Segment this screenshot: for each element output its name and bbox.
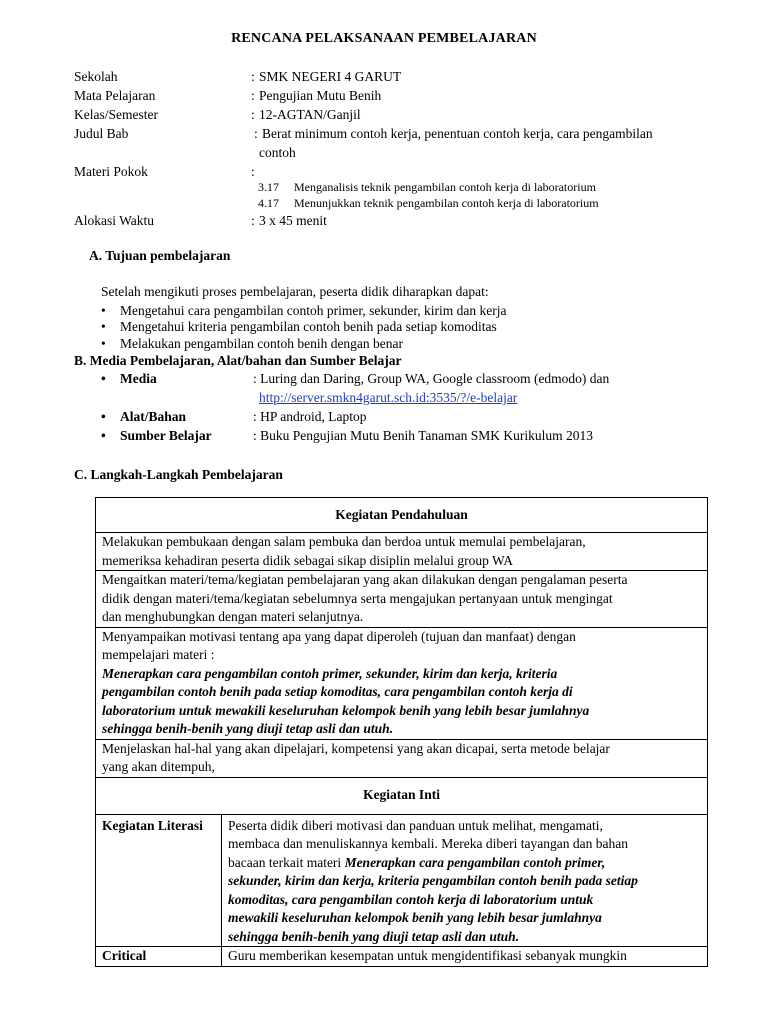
bullet-icon: • bbox=[101, 336, 106, 351]
section-a-heading: A. Tujuan pembelajaran bbox=[89, 248, 231, 263]
bullet-icon: • bbox=[101, 409, 106, 424]
inti-header: Kegiatan Inti bbox=[96, 777, 708, 814]
alat-label: Alat/Bahan bbox=[120, 409, 187, 424]
section-c-heading: C. Langkah-Langkah Pembelajaran bbox=[74, 467, 283, 482]
materi-item-2-text: Menunjukkan teknik pengambilan contoh kerja di laboratorium bbox=[294, 196, 599, 210]
media-label: Media bbox=[120, 371, 157, 386]
alat-value: : HP android, Laptop bbox=[253, 409, 367, 424]
table-row: Kegiatan Literasi Peserta didik diberi motivasi dan panduan untuk melihat, mengamati, membaca dan menuliskannya kembali. Mereka diberi tayangan dan bahan bacaan terkait materi Menerapkan cara pengambilan contoh primer, sekunder, kirim dan kerja, kriteria pengambilan contoh benih pada setiap komoditas, cara pengambilan contoh kerja di laboratorium untuk mewakili keseluruhan kelompok benih yang lebih besar jumlahnya sehingga benih-benih yang diuji tetap asli dan utuh. bbox=[96, 814, 708, 947]
colon: : bbox=[251, 69, 255, 84]
table-row: Menjelaskan hal-hal yang akan dipelajari, kompetensi yang akan dicapai, serta metode belajar yang akan ditempuh, bbox=[96, 739, 708, 777]
colon: : bbox=[254, 126, 258, 141]
sumber-value: : Buku Pengujian Mutu Benih Tanaman SMK Kurikulum 2013 bbox=[253, 428, 594, 443]
table-row: Critical Guru memberikan kesempatan untuk mengidentifikasi sebanyak mungkin bbox=[96, 947, 708, 967]
media-value: : Luring dan Daring, Group WA, Google classroom (edmodo) dan bbox=[253, 371, 610, 386]
bullet-icon: • bbox=[101, 303, 106, 318]
critical-label: Critical bbox=[96, 947, 222, 967]
kelas-label: Kelas/Semester bbox=[74, 107, 158, 122]
pendahuluan-header: Kegiatan Pendahuluan bbox=[96, 498, 708, 533]
section-a-intro: Setelah mengikuti proses pembelajaran, peserta didik diharapkan dapat: bbox=[101, 284, 489, 299]
materi-item-2-num: 4.17 bbox=[258, 196, 279, 210]
colon: : bbox=[251, 213, 255, 228]
table-row: Mengaitkan materi/tema/kegiatan pembelajaran yang akan dilakukan dengan pengalaman peserta didik dengan materi/tema/kegiatan sebelumnya serta mengajukan pertanyaan untuk mengingat dan menghubungkan dengan materi selanjutnya. bbox=[96, 571, 708, 628]
e-belajar-link[interactable]: http://server.smkn4garut.sch.id:3535/?/e-belajar bbox=[259, 390, 518, 405]
colon: : bbox=[251, 164, 255, 179]
bullet-icon: • bbox=[101, 371, 106, 386]
alokasi-value: 3 x 45 menit bbox=[259, 213, 327, 228]
sekolah-label: Sekolah bbox=[74, 69, 118, 84]
colon: : bbox=[251, 88, 255, 103]
bullet-icon: • bbox=[101, 319, 106, 334]
judul-value-line2: contoh bbox=[259, 145, 296, 160]
judul-label: Judul Bab bbox=[74, 126, 129, 141]
table-row: Menyampaikan motivasi tentang apa yang dapat diperoleh (tujuan dan manfaat) dengan mempelajari materi : Menerapkan cara pengambilan contoh primer, sekunder, kirim dan kerja, kriteria pengambilan contoh benih pada setiap komoditas, cara pengambilan contoh kerja di laboratorium untuk mewakili keseluruhan kelompok benih yang lebih besar jumlahnya sehingga benih-benih yang diuji tetap asli dan utuh. bbox=[96, 627, 708, 739]
materi-item-1-text: Menganalisis teknik pengambilan contoh kerja di laboratorium bbox=[294, 180, 596, 194]
steps-table bbox=[95, 497, 708, 967]
mapel-label: Mata Pelajaran bbox=[74, 88, 156, 103]
materi-label: Materi Pokok bbox=[74, 164, 148, 179]
kelas-value: 12-AGTAN/Ganjil bbox=[259, 107, 361, 122]
sekolah-value: SMK NEGERI 4 GARUT bbox=[259, 69, 402, 84]
mapel-value: Pengujian Mutu Benih bbox=[259, 88, 382, 103]
bullet-icon: • bbox=[101, 428, 106, 443]
literasi-label: Kegiatan Literasi bbox=[96, 814, 222, 947]
alokasi-label: Alokasi Waktu bbox=[74, 213, 155, 228]
section-b-heading: B. Media Pembelajaran, Alat/bahan dan Sumber Belajar bbox=[74, 353, 402, 368]
judul-value-line1: Berat minimum contoh kerja, penentuan contoh kerja, cara pengambilan bbox=[262, 126, 653, 141]
table-row: Melakukan pembukaan dengan salam pembuka dan berdoa untuk memulai pembelajaran, memeriksa kehadiran peserta didik sebagai sikap disiplin melalui group WA bbox=[96, 533, 708, 571]
document-title: RENCANA PELAKSANAAN PEMBELAJARAN bbox=[231, 31, 537, 46]
sumber-label: Sumber Belajar bbox=[120, 428, 212, 443]
colon: : bbox=[251, 107, 255, 122]
materi-item-1-num: 3.17 bbox=[258, 180, 279, 194]
document-page: RENCANA PELAKSANAAN PEMBELAJARAN Sekolah : SMK NEGERI 4 GARUT Mata Pelajaran : Pengujian Mutu Benih Kelas/Semester : 12-AGTAN/Ganjil Judul Bab : Berat minimum contoh kerja, penentuan contoh kerja, cara pengambilan contoh Materi Pokok : 3.17 Menganalisis teknik pengambilan contoh kerja di laboratorium 4.17 Menunjukkan teknik pengambilan contoh kerja di laboratorium Alokasi Waktu : 3 x 45 menit A. Tujuan pembelajaran Setelah mengikuti proses pembelajaran, peserta didik diharapkan dapat: • Mengetahui cara pengambilan contoh primer, sekunder, kirim dan kerja • Mengetahui kriteria pengambilan contoh benih pada setiap komoditas • Melakukan pengambilan contoh benih dengan benar B. Media Pembelajaran, Alat/bahan dan Sumber Belajar • Media : Luring dan Daring, Group WA, Google classroom (edmodo) dan http://server.smkn4garut.sch.id:3535/?/e-belajar • Alat/Bahan : HP android, Laptop • Sumber Belajar : Buku Pengujian Mutu Benih Tanaman SMK Kurikulum 2013 C. Langkah-Langkah Pembelajaran Kegiatan Pendahuluan Melakukan pembukaan dengan salam pembuka dan berdoa untuk memulai pembelajaran, memeriksa kehadiran peserta didik sebagai sikap disiplin melalui group WA Mengaitkan materi/tema/kegiatan pembelajaran yang akan dilakukan dengan pengalaman peserta didik dengan materi/tema/kegiatan sebelumnya serta mengajukan pertanyaan untuk mengingat dan menghubungkan dengan materi selanjutnya. Menyampaikan motivasi tentang apa yang dapat diperoleh (tujuan dan manfaat) dengan mempelajari materi : Menerapkan cara pengambilan contoh primer, sekunder, kirim dan kerja, kriteria pengambilan contoh benih pada setiap komoditas, cara pengambilan contoh kerja di laboratorium untuk mewakili keseluruhan kelompok benih yang lebih besar jumlahnya sehingga benih-benih yang diuji tetap asli dan utuh. Menjelaskan hal-hal yang akan dipelajari, kompetensi yang akan dicapai, serta metode belajar yang akan ditempuh, Kegiatan Inti Kegiatan Literasi Peserta didik diberi motivasi dan panduan untuk melihat, mengamati, membaca dan menuliskannya kembali. Mereka diberi tayangan dan bahan bacaan terkait materi Menerapkan cara pengambilan contoh primer, sekunder, kirim dan kerja, kriteria pengambilan contoh benih pada setiap komoditas, cara pengambilan contoh kerja di laboratorium untuk mewakili keseluruhan kelompok benih yang lebih besar jumlahnya sehingga benih-benih yang diuji tetap asli dan utuh. Critical Guru memberikan kesempatan untuk mengidentifikasi sebanyak mungkin bbox=[0, 0, 768, 1024]
